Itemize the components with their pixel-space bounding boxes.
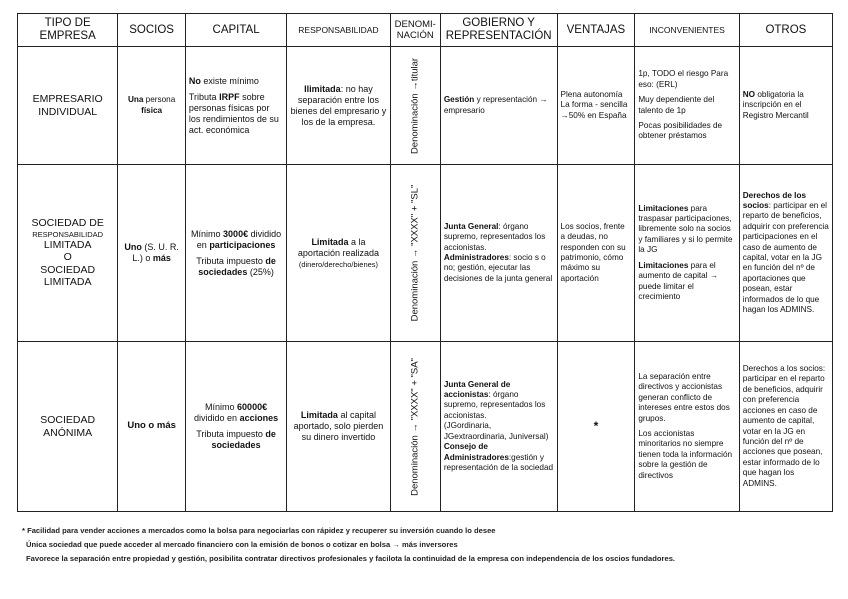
footnote-2: Única sociedad que puede acceder al mercado financiero con la emisión de bonos o cotizar en bolsa → más inversores [26,540,458,549]
otros-anonima: Derechos a los socios: participar en el reparto de beneficios, adquirir con preferencia acciones en caso de aumento de capital, votar en la JG en función del nº de acciones que posean, estar informado de lo que hagan los ADMINS. [739,342,832,512]
socios-limitada: Uno (S. U. R. L.) o más [118,165,186,342]
otros-limitada: Derechos de los socios: participar en el reparto de beneficios, adquirir con preferencia participaciones en el caso de aumento de capital, votar en la JG en función del nº de aportaciones que posean, estar informados de lo que hagan los ADMINS. [739,165,832,342]
tipo-individual: EMPRESARIO INDIVIDUAL [18,47,118,165]
row-sociedad-anonima [18,342,833,512]
socios-anonima: Uno o más [118,342,186,512]
capital-limitada: Mínimo 3000€ dividido en participaciones Tributa impuesto de sociedades (25%) [185,165,286,342]
company-types-table [17,13,833,512]
responsabilidad-limitada: Limitada a la aportación realizada (dinero/derecho/bienes) [287,165,390,342]
responsabilidad-individual: Ilimitada: no hay separación entre los bienes del empresario y los de la empresa. [287,47,390,165]
denominacion-limitada: Denominación → "XXXX" + "SL" [390,165,440,342]
inconvenientes-anonima: La separación entre directivos y accionistas generan conflicto de intereses entre estos dos grupos. Los accionistas minoritarios no siempre tienen toda la información sobre la gestión de directivos [635,342,739,512]
otros-individual: NO obligatoria la inscripción en el Registro Mercantil [739,47,832,165]
gobierno-anonima: Junta General de accionistas: órgano supremo, representados los accionistas. (JGordinaria, JGextraordinaria, Juniversal) Consejo de Administradores:gestión y representación de la sociedad [440,342,557,512]
header-capital: CAPITAL [185,14,286,47]
tipo-anonima: SOCIEDAD ANÓNIMA [18,342,118,512]
capital-individual: No existe mínimo Tributa IRPF sobre personas físicas por los rendimientos de su act. económica [185,47,286,165]
gobierno-limitada: Junta General: órgano supremo, representados los accionistas. Administradores: socio s o no; gestión, ejecutar las decisiones de la junta general [440,165,557,342]
ventajas-anonima: * [557,342,635,512]
tipo-limitada: SOCIEDAD DE RESPONSABILIDAD LIMITADA O SOCIEDAD LIMITADA [18,165,118,342]
header-ventajas: VENTAJAS [557,14,635,47]
header-tipo: TIPO DE EMPRESA [18,14,118,47]
header-denominacion: DENOMI-NACIÓN [390,14,440,47]
header-responsabilidad: RESPONSABILIDAD [287,14,390,47]
row-empresario-individual [18,47,833,165]
capital-anonima: Mínimo 60000€ dividido en acciones Tributa impuesto de sociedades [185,342,286,512]
header-row [18,14,833,47]
row-sociedad-limitada [18,165,833,342]
gobierno-individual: Gestión y representación → empresario [440,47,557,165]
ventajas-individual: Plena autonomía La forma - sencilla →50% en España [557,47,635,165]
footnote-1: * Facilidad para vender acciones a mercados como la bolsa para negociarlas con rápidez y recuperer su inversión cuando lo desee [22,526,496,535]
header-inconvenientes: INCONVENIENTES [635,14,739,47]
socios-individual: Una persona física [118,47,186,165]
header-otros: OTROS [739,14,832,47]
inconvenientes-limitada: Limitaciones para traspasar participaciones, libremente solo na socios y familiares y si lo permite la JG Limitaciones para el aumento de capital → puede limitar el crecimiento [635,165,739,342]
responsabilidad-anonima: Limitada al capital aportado, solo pierden su dinero invertido [287,342,390,512]
denominacion-anonima: Denominación → "XXXX" + "SA" [390,342,440,512]
header-gobierno: GOBIERNO Y REPRESENTACIÓN [440,14,557,47]
denominacion-individual: Denominación →titular [390,47,440,165]
inconvenientes-individual: 1p, TODO el riesgo Para eso: (ERL) Muy dependiente del talento de 1p Pocas posibilidades de obtener préstamos [635,47,739,165]
footnote-3: Favorece la separación entre propiedad y gestión, posibilita contratar directivos profesionales y facilota la continuidad de la empresa con independencia de los oscios fundadores. [26,554,676,563]
ventajas-limitada: Los socios, frente a deudas, no responden con su patrimonio, cómo máximo su aportación [557,165,635,342]
footnotes [22,524,675,566]
header-socios: SOCIOS [118,14,186,47]
